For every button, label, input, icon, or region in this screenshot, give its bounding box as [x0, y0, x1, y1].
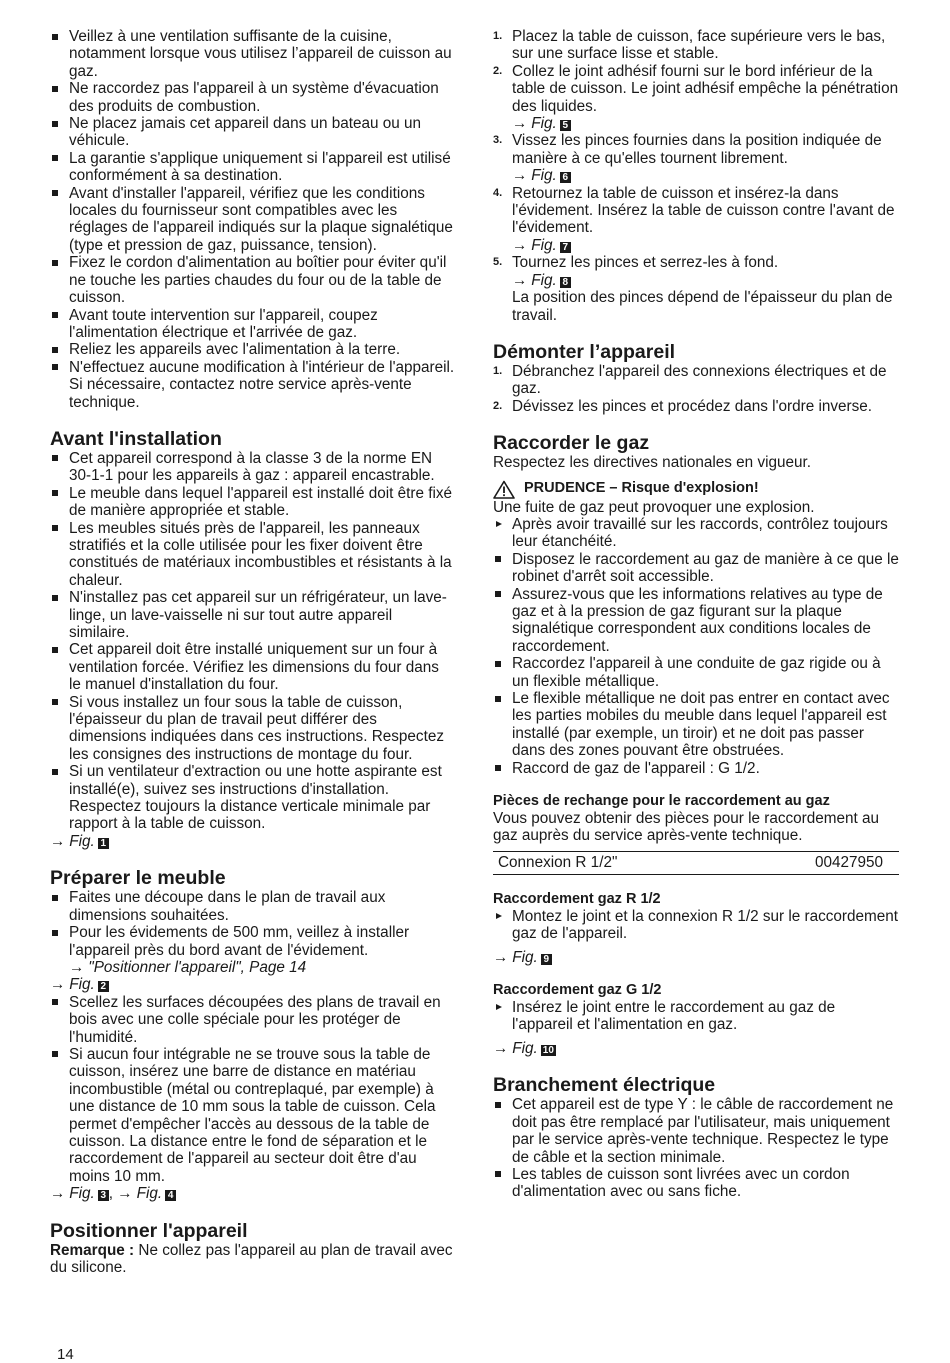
installation-steps — [493, 28, 899, 324]
warning-triangle-icon — [493, 480, 515, 499]
preparer-list — [50, 889, 455, 976]
list-item: Disposez le raccordement au gaz de manière à ce que le robinet d'arrêt soit accessible. — [493, 551, 899, 586]
arrow-right-icon: → — [50, 1185, 66, 1203]
r12-actions — [493, 908, 899, 943]
list-item: Raccordez l'appareil à une conduite de gaz rigide ou à un flexible métallique. — [493, 655, 899, 690]
arrow-right-icon: → — [117, 1185, 133, 1203]
arrow-right-icon: → — [512, 271, 528, 289]
section-heading-electrique: Branchement électrique — [493, 1074, 716, 1097]
arrow-right-icon: → — [512, 236, 528, 254]
list-item: Si aucun four intégrable ne se trouve sous la table de cuisson, insérez une barre de distance en matériau incombustible (métal ou contreplaqué, par exemple) à une distance de 10 mm sous la table de cuisson. Cela permet d'empêcher l'accès au dessous de la table de cuisson. La distance entre le fond de séparation et le raccordement de l'appareil au secteur doit être d'au moins 10 mm. — [50, 1046, 455, 1185]
figure-reference[interactable]: → Fig. 8 — [512, 272, 899, 289]
list-item: Scellez les surfaces découpées des plans de travail en bois avec une colle spéciale pour les protéger de l'humidité. — [50, 994, 455, 1046]
arrow-right-icon: → — [493, 948, 509, 966]
step-item: 1. Placez la table de cuisson, face supérieure vers le bas, sur une surface lisse et stable. — [493, 28, 886, 63]
left-column — [50, 28, 455, 1276]
figure-reference[interactable]: → Fig. 2 — [50, 976, 455, 993]
list-item: Cet appareil est de type Y : le câble de raccordement ne doit pas être remplacé par l'utilisateur, mais uniquement par le service après-vente technique. Respectez le type de câble et la section minimale. — [493, 1096, 899, 1166]
arrow-right-icon: → — [50, 832, 66, 850]
step-item: 3. Vissez les pinces fournies dans la position indiquée de manière à ce qu'elles tournent librement. → Fig. 6 — [493, 132, 899, 184]
figure-number-badge: 10 — [542, 1044, 554, 1056]
figure-reference[interactable]: → Fig. 1 — [50, 833, 455, 850]
remarque-note: Remarque : Ne collez pas l'appareil au plan de travail avec du silicone. — [50, 1241, 453, 1276]
raccorder-list — [493, 551, 899, 777]
action-item: Après avoir travaillé sur les raccords, contrôlez toujours leur étanchéité. — [493, 516, 899, 551]
list-item: Faites une découpe dans le plan de travail aux dimensions souhaitées. — [50, 889, 455, 924]
step-note: La position des pinces dépend de l'épaisseur du plan de travail. — [512, 289, 893, 324]
arrow-right-icon: → — [512, 167, 528, 185]
action-item: Insérez le joint entre le raccordement au gaz de l'appareil et l'alimentation en gaz. — [493, 999, 899, 1034]
list-item: Raccord de gaz de l'appareil : G 1/2. — [493, 760, 899, 777]
list-item: Veillez à une ventilation suffisante de la cuisine, notamment lorsque vous utilisez l’appareil de cuisson au gaz. — [50, 28, 455, 80]
demonter-steps — [493, 363, 899, 415]
step-item: 2. Collez le joint adhésif fourni sur le bord inférieur de la table de cuisson. Le joint adhésif empêche la pénétration des liquides. → Fig. 5 — [493, 62, 899, 133]
figure-number-badge: 2 — [98, 981, 109, 992]
list-item: Ne placez jamais cet appareil dans un bateau ou un véhicule. — [50, 115, 455, 150]
table-cell-value: 00427950 — [814, 853, 883, 871]
electrique-list — [493, 1096, 899, 1200]
figure-number-badge: 1 — [98, 838, 109, 849]
subheading-pieces: Pièces de rechange pour le raccordement au gaz — [493, 793, 830, 810]
figure-number-badge: 7 — [560, 242, 571, 253]
figure-number-badge: 3 — [98, 1190, 109, 1201]
arrow-right-icon: → — [69, 958, 85, 976]
figure-reference[interactable]: → Fig. 5 — [512, 115, 899, 132]
list-item: Le meuble dans lequel l'appareil est installé doit être fixé de manière appropriée et stable. — [50, 485, 455, 520]
section-heading-positionner: Positionner l'appareil — [50, 1219, 248, 1242]
figure-reference[interactable]: → Fig. 10 — [493, 1039, 554, 1057]
avant-list — [50, 450, 455, 833]
step-item: 5. Tournez les pinces et serrez-les à fond. → Fig. 8 La position des pinces dépend de l'épaisseur du plan de travail. — [493, 254, 899, 324]
figure-number-badge: 9 — [541, 954, 552, 965]
section-heading-demonter: Démonter l’appareil — [493, 340, 676, 363]
list-item: Fixez le cordon d'alimentation au boîtier pour éviter qu'il ne touche les parties chaudes du four ou de la table de cuisson. — [50, 254, 455, 306]
list-item: Ne raccordez pas l'appareil à un système d'évacuation des produits de combustion. — [50, 80, 455, 115]
list-item: Si un ventilateur d'extraction ou une hotte aspirante est installé(e), suivez ses instructions d'installation. Respectez toujours la distance verticale minimale par rapport à la table de cuisson. — [50, 763, 455, 833]
list-item: Le flexible métallique ne doit pas entrer en contact avec les parties mobiles du meuble dans lequel l'appareil est installé (par exemple, un tiroir) et ne doit pas passer dans des zones pouvant être obstruées. — [493, 690, 899, 760]
action-item: Montez le joint et la connexion R 1/2 sur le raccordement gaz de l'appareil. — [493, 908, 899, 943]
step-item: 2. Dévissez les pinces et procédez dans l'ordre inverse. — [493, 397, 873, 415]
warning-text: Une fuite de gaz peut provoquer une explosion. — [493, 498, 815, 516]
right-column — [493, 28, 899, 1201]
cross-reference-link[interactable]: → "Positionner l'appareil", Page 14 — [69, 958, 307, 976]
figure-number-badge: 5 — [560, 120, 571, 131]
arrow-right-icon: → — [512, 115, 528, 133]
pieces-text: Vous pouvez obtenir des pièces pour le raccordement au gaz auprès du service après-vente technique. — [493, 810, 880, 845]
figure-number-badge: 4 — [165, 1190, 176, 1201]
figure-reference[interactable]: → Fig. 7 — [512, 237, 899, 254]
list-item: N'effectuez aucune modification à l'intérieur de l'appareil. Si nécessaire, contactez notre service après-vente technique. — [50, 359, 455, 411]
figure-number-badge: 6 — [560, 172, 571, 183]
arrow-right-icon: → — [493, 1039, 509, 1057]
step-item: 1. Débranchez l'appareil des connexions électriques et de gaz. — [493, 362, 887, 398]
step-item: 4. Retournez la table de cuisson et insérez-la dans l'évidement. Insérez la table de cuisson contre l'avant de l'évidement. → Fig. 7 — [493, 185, 899, 255]
list-item: Si vous installez un four sous la table de cuisson, l'épaisseur du plan de travail peut différer des dimensions indiquées dans ces instructions. Respectez les consignes des instructions de montage du four. — [50, 694, 455, 764]
list-item: Cet appareil correspond à la classe 3 de la norme EN 30-1-1 pour les appareils à gaz : appareil encastrable. — [50, 450, 455, 485]
figure-number-badge: 8 — [560, 277, 571, 288]
section-heading-avant: Avant l'installation — [50, 427, 222, 450]
arrow-right-icon: → — [50, 976, 66, 994]
list-item: Assurez-vous que les informations relatives au type de gaz et à la pression de gaz figurant sur la plaque signalétique correspondent aux conditions locales de raccordement. — [493, 586, 899, 656]
list-item: Avant d'installer l'appareil, vérifiez que les conditions locales du fournisseur sont compatibles avec les réglages de l'appareil indiqués sur la plaque signalétique (type et pression de gaz, puissance, tension). — [50, 185, 455, 255]
section-heading-raccorder: Raccorder le gaz — [493, 432, 650, 455]
table-cell-label: Connexion R 1/2" — [498, 853, 618, 871]
list-item: Les meubles situés près de l'appareil, les panneaux stratifiés et la colle utilisée pour les fixer doivent être constitués de matériaux incombustibles et résistants à la chaleur. — [50, 520, 455, 590]
figure-reference[interactable]: → Fig. 6 — [512, 167, 899, 184]
subheading-r12: Raccordement gaz R 1/2 — [493, 890, 661, 907]
list-item: Cet appareil doit être installé uniquement sur un four à ventilation forcée. Vérifiez les dimensions du four dans le manuel d'installation du four. — [50, 641, 455, 693]
intro-safety-list — [50, 28, 455, 411]
list-item: N'installez pas cet appareil sur un réfrigérateur, un lave-linge, un lave-vaisselle ni sur tout autre appareil similaire. — [50, 589, 455, 641]
list-item: La garantie s'applique uniquement si l'appareil est utilisé conformément à sa destination. — [50, 150, 455, 185]
list-item: Les tables de cuisson sont livrées avec un cordon d'alimentation avec ou sans fiche. — [493, 1166, 899, 1201]
preparer-list-continued — [50, 994, 455, 1185]
warning-heading: PRUDENCE – Risque d'explosion! — [493, 480, 899, 499]
warning-actions — [493, 516, 899, 551]
subheading-g12: Raccordement gaz G 1/2 — [493, 982, 662, 999]
list-item: Pour les évidements de 500 mm, veillez à installer l'appareil près du bord avant de l'évidement. → "Positionner l'appareil", Page 14 — [50, 924, 455, 976]
figure-reference-pair[interactable]: → Fig. 3 , → Fig. 4 — [50, 1185, 455, 1202]
list-item: Reliez les appareils avec l'alimentation à la terre. — [50, 341, 455, 358]
list-item: Avant toute intervention sur l'appareil, coupez l'alimentation électrique et l'arrivée de gaz. — [50, 307, 455, 342]
section-heading-preparer: Préparer le meuble — [50, 867, 226, 890]
g12-actions — [493, 999, 899, 1034]
parts-table — [493, 851, 899, 875]
raccorder-intro: Respectez les directives nationales en vigueur. — [493, 454, 812, 472]
figure-reference[interactable]: → Fig. 9 — [493, 949, 899, 966]
page-number: 14 — [57, 1346, 74, 1363]
